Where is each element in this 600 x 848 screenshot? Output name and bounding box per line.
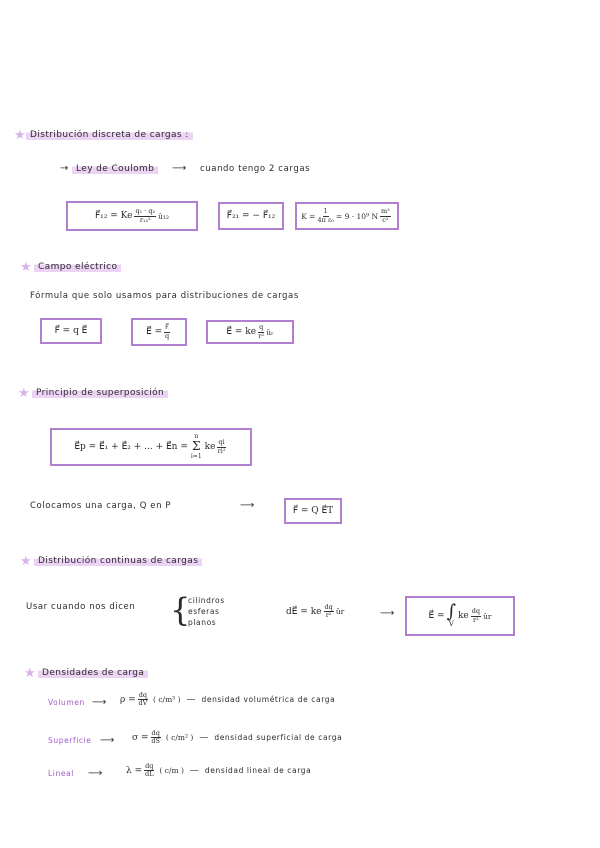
option-item: esferas <box>188 607 220 616</box>
fraction <box>138 692 148 707</box>
fraction-num: q₁ · q₂ <box>135 207 156 216</box>
integral-field-box <box>405 596 515 636</box>
dash-icon: — <box>189 765 199 776</box>
k-constant-box <box>295 202 399 230</box>
density-formula-linear <box>126 763 311 778</box>
fraction <box>380 208 391 223</box>
density-formula-surface <box>132 730 342 745</box>
density-formula-volume <box>120 692 335 707</box>
section-title-continuous: Distribución continuas de cargas <box>34 555 202 567</box>
total-force-box <box>284 498 342 524</box>
formula-lhs: dE⃗ = ke <box>286 606 322 617</box>
fraction <box>134 208 156 223</box>
coulomb-law-label: Ley de Coulomb <box>72 163 158 175</box>
k-lhs: K = <box>301 211 316 221</box>
fraction-den: r₁₂² <box>139 215 151 224</box>
point-field-box <box>206 320 294 344</box>
unit-vector: ûr <box>483 611 492 621</box>
section-title-field: Campo eléctrico <box>34 261 121 273</box>
formula-lhs: E⃗p = E⃗₁ + E⃗₂ + ... + E⃗n = <box>74 442 188 452</box>
fraction-num: m² <box>381 207 390 216</box>
fraction <box>471 608 481 623</box>
fraction <box>258 324 264 339</box>
integral-symbol: ∫ <box>446 601 456 623</box>
star-icon: ★ <box>20 260 32 275</box>
density-label-surface: Superficie <box>48 736 92 745</box>
formula-text: F⃗ = q E⃗ <box>54 326 88 336</box>
formula-lhs: E⃗ = <box>146 327 163 337</box>
fraction <box>217 439 225 454</box>
fraction-num: F⃗ <box>165 323 169 332</box>
fraction <box>151 730 161 745</box>
arrow-icon: ⟶ <box>100 735 115 746</box>
unit-vector: ûr <box>335 607 345 617</box>
star-icon: ★ <box>14 128 26 143</box>
arrow-icon: → <box>60 163 69 174</box>
place-charge-text: Colocamos una carga, Q en P <box>30 501 172 511</box>
fraction-den: q <box>164 331 170 340</box>
fraction-den: r² <box>473 615 479 624</box>
section-title-discrete: Distribución discreta de cargas : <box>26 129 193 141</box>
fraction-num: q <box>259 323 264 332</box>
arrow-icon: ⟶ <box>380 608 395 619</box>
density-symbol: σ = <box>132 732 149 743</box>
fraction-den: r² <box>325 611 332 620</box>
density-description: densidad lineal de carga <box>204 766 312 776</box>
fraction <box>324 604 334 619</box>
field-note: Fórmula que solo usamos para distribuciones de cargas <box>30 291 299 301</box>
arrow-icon: ⟶ <box>92 697 107 708</box>
sum-bottom: i=1 <box>190 452 202 460</box>
section-title-superposition: Principio de superposición <box>32 387 168 399</box>
option-item: cilindros <box>188 596 225 605</box>
fraction-num: dq <box>151 729 160 737</box>
summation <box>191 434 202 460</box>
reaction-force-box <box>218 202 284 230</box>
star-icon: ★ <box>18 386 30 401</box>
density-label-volume: Volumen <box>48 698 85 707</box>
arrow-icon: ⟶ <box>88 768 103 779</box>
fraction-num: dq <box>324 603 333 611</box>
differential-field <box>286 604 344 619</box>
density-units: ( c/m ) <box>159 766 184 776</box>
dash-icon: — <box>199 732 209 743</box>
density-label-linear: Lineal <box>48 769 74 778</box>
fraction-num: dq <box>138 691 148 699</box>
brace-icon: { <box>170 591 191 629</box>
density-description: densidad volumétrica de carga <box>201 695 336 705</box>
fraction-den: dL <box>145 770 154 779</box>
fraction <box>144 763 154 778</box>
ke-label: ke <box>204 442 216 452</box>
density-description: densidad superficial de carga <box>214 733 343 743</box>
fraction-den: c² <box>382 215 389 224</box>
force-field-box <box>40 318 102 344</box>
unit-vector: ûᵣ <box>266 327 274 337</box>
arrow-icon: ⟶ <box>172 163 187 174</box>
fraction-num: dq <box>471 607 481 616</box>
field-def-box <box>131 318 187 346</box>
star-icon: ★ <box>24 666 36 681</box>
section-title-densities: Densidades de carga <box>38 667 148 679</box>
arrow-icon: ⟶ <box>240 500 255 511</box>
star-icon: ★ <box>20 554 32 569</box>
density-symbol: ρ = <box>120 694 136 705</box>
fraction-num: dq <box>145 762 154 770</box>
density-symbol: λ = <box>126 765 143 776</box>
option-item: planos <box>188 618 217 627</box>
dash-icon: — <box>186 694 196 705</box>
sum-top: n <box>194 432 199 440</box>
fraction-den: 4π ε₀ <box>317 215 334 224</box>
formula-lhs: F⃗₁₂ = Ke <box>94 211 133 221</box>
fraction-num: qi <box>218 438 225 447</box>
unit-vector: û₁₂ <box>158 211 170 221</box>
coulomb-formula-box <box>66 201 198 231</box>
use-when-text: Usar cuando nos dicen <box>26 602 136 612</box>
sum-symbol: Σ <box>192 439 201 454</box>
fraction-num: 1 <box>323 207 328 216</box>
fraction-den: ri² <box>217 446 226 455</box>
fraction-den: dV <box>138 699 148 708</box>
fraction <box>317 208 333 223</box>
formula-text: F⃗ = Q E⃗T <box>292 506 334 516</box>
fraction-den: dS <box>151 737 161 746</box>
superposition-box <box>50 428 252 466</box>
density-units: ( c/m³ ) <box>153 695 181 705</box>
formula-lhs: E⃗ = ke <box>226 327 257 337</box>
integral-sub: V <box>448 620 454 629</box>
integral <box>447 603 456 629</box>
ke-label: ke <box>457 611 469 621</box>
formula-text: F⃗₂₁ = − F⃗₁₂ <box>226 211 276 221</box>
fraction <box>164 324 170 339</box>
formula-lhs: E⃗ = <box>428 611 445 621</box>
k-rhs: = 9 · 10⁹ N <box>335 211 379 221</box>
fraction-den: r² <box>258 331 264 340</box>
density-units: ( c/m² ) <box>165 733 194 743</box>
coulomb-note: cuando tengo 2 cargas <box>200 164 311 174</box>
